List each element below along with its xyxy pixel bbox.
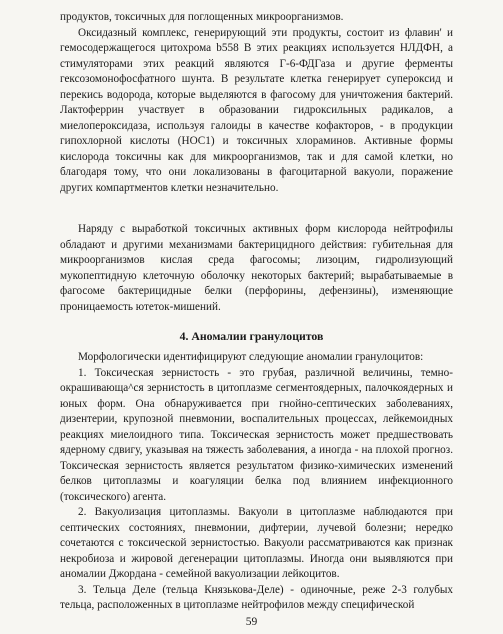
text-block-anomalies [60, 350, 453, 614]
text-block-oxidase [60, 10, 453, 196]
text-block-bactericidal [60, 222, 453, 315]
paragraph: Оксидазный комплекс, генерирующий эти продукты, состоит из флавин' и гемосодержащегося цитохрома b558 В этих реакциях используется НЛДФН, а стимуляторами этих реакций являются Г-6-ФДГаза и другие ферменты гексозомонофосфатного шунта. В результате клетка генерирует супероксид и перекись водорода, которые выделяются в фагосому для уничтожения бактерий. Лактоферрин участвует в образовании гидроксильных радикалов, а миелопероксидаза, используя галоиды в качестве кофакторов, - в продукции гипохлорной кислоты (НОС1) и токсичных хлораминов. Активные формы кислорода токсичны как для микроорганизмов, так и для самой клетки, но благодаря тому, что они локализованы в фагоцитарной вакуоли, поражение других компартментов клетки незначительно. [60, 26, 453, 194]
paragraph: Морфологически идентифицируют следующие аномалии гранулоцитов: [78, 351, 424, 363]
paragraph: 1. Токсическая зернистость - это грубая, различной величины, темно-окрашивающа^ся зернистость в цитоплазме сегментоядерных, палочкоядерных и юных форм. Она обнаруживается при гнойно-септических заболеваниях, дизентерии, крупозной пневмонии, воспалительных процессах, лейкемоидных реакциях миелоидного типа. Токсическая зернистость может предшествовать ядерному сдвигу, указывая на тяжесть заболевания, а иногда - на плохой прогноз. Токсическая зернистость является результатом физико-химических изменений белков цитоплазмы и коагуляции белка под влиянием инфекционного (токсического) агента. [60, 366, 453, 503]
paragraph: 2. Вакуолизация цитоплазмы. Вакуоли в цитоплазме наблюдаются при септических состояниях, пневмонии, дифтерии, лучевой болезни; нередко сочетаются с токсической зернистостью. Вакуоли рассматриваются как признак некробиоза и жировой дегенерации цитоплазмы. Иногда они выявляются при аномалии Джордана - семейной вакуолизации лейкоцитов. [60, 506, 453, 580]
section-heading: 4. Аномалии гранулоцитов [179, 329, 324, 343]
page-number: 59 [245, 616, 258, 628]
paragraph: Наряду с выработкой токсичных активных форм кислорода нейтрофилы обладают и другими механизмами бактерицидного действия: губительная для микроорганизмов кислая среда фагосомы; лизоцим, гидролизующий мукопептидную клеточную оболочку некоторых бактерий; вырабатываемые в фагосоме бактерицидные белки (перфорины, дефензины), изменяющие проницаемость ютеток-мишений. [60, 223, 453, 313]
paragraph: продуктов, токсичных для поглощенных микроорганизмов. [60, 11, 344, 23]
paragraph: 3. Тельца Деле (тельца Князькова-Деле) - одиночные, реже 2-3 голубых тельца, расположенных в цитоплазме нейтрофилов между специфической [60, 583, 453, 611]
